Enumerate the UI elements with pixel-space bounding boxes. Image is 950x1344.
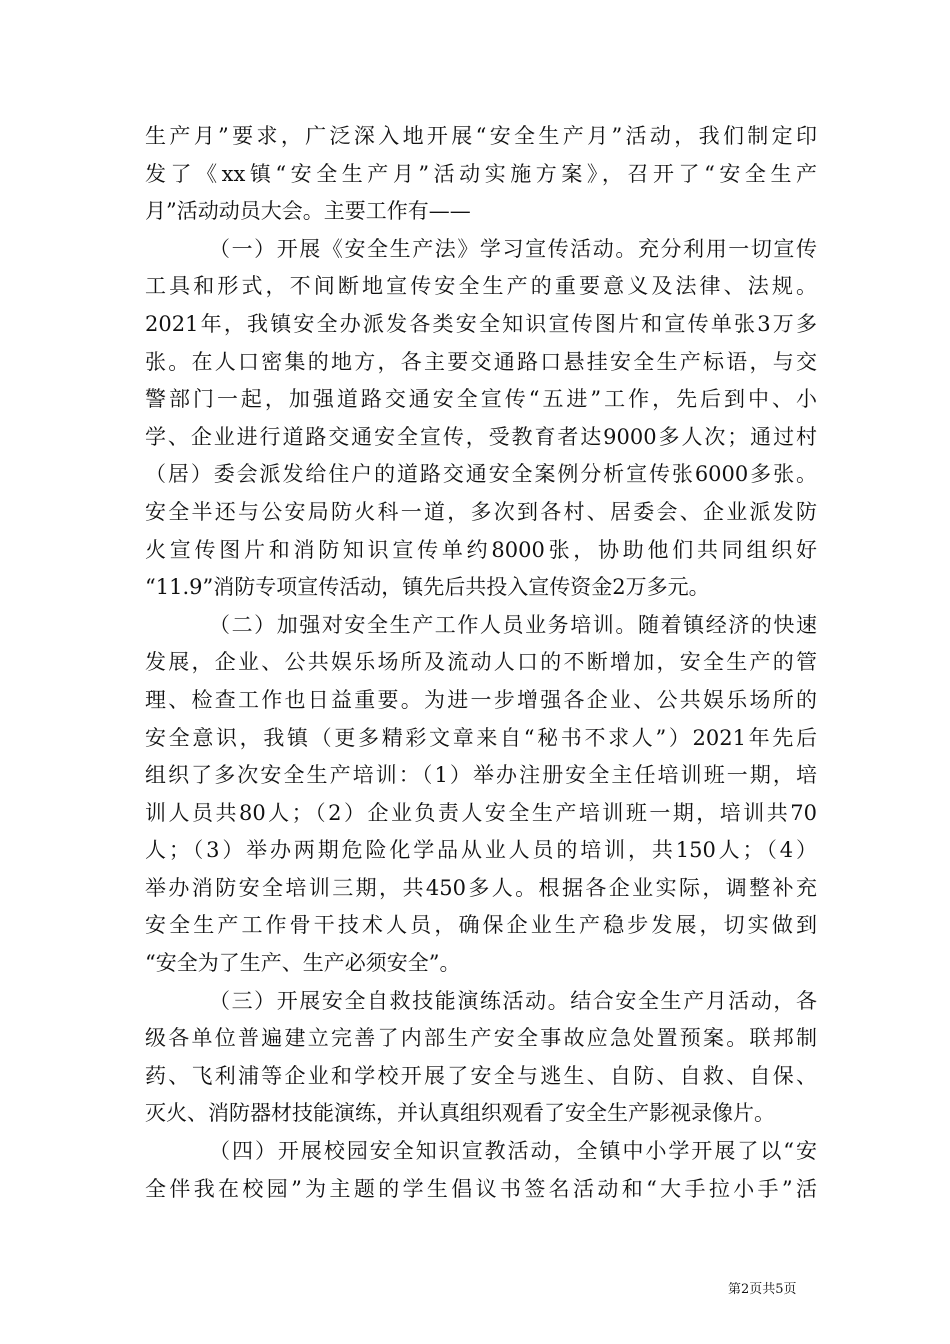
- text-line: 级各单位普遍建立完善了内部生产安全事故应急处置预案。联邦制: [145, 1026, 817, 1051]
- text-line: 生产月”要求，广泛深入地开展“安全生产月”活动，我们制定印: [145, 124, 817, 148]
- text-line: “安全为了生产、生产必须安全”。: [145, 951, 461, 976]
- text-line: （居）委会派发给住户的道路交通安全案例分析宣传张6000多张。: [145, 462, 817, 487]
- text-line: 火宣传图片和消防知识宣传单约8000张，协助他们共同组织好: [145, 537, 817, 562]
- paragraph-campus: [145, 1133, 817, 1208]
- paragraph-training: [145, 607, 817, 983]
- text-line: 灭火、消防器材技能演练，并认真组织观看了安全生产影视录像片。: [145, 1101, 775, 1126]
- text-line: （二）加强对安全生产工作人员业务培训。随着镇经济的快速: [209, 612, 817, 637]
- text-line: 全伴我在校园”为主题的学生倡议书签名活动和“大手拉小手”活: [145, 1176, 817, 1201]
- text-line: 警部门一起，加强道路交通安全宣传“五进”工作，先后到中、小: [145, 387, 817, 412]
- text-line: 训人员共80人；（2）企业负责人安全生产培训班一期，培训共70: [145, 800, 817, 825]
- text-line: （四）开展校园安全知识宣教活动，全镇中小学开展了以“安: [209, 1139, 817, 1164]
- text-line: （三）开展安全自救技能演练活动。结合安全生产月活动，各: [209, 988, 817, 1013]
- text-line: 发展，企业、公共娱乐场所及流动人口的不断增加，安全生产的管: [145, 650, 817, 675]
- text-line: 安全生产工作骨干技术人员，确保企业生产稳步发展，切实做到: [145, 913, 817, 938]
- text-line: 药、飞利浦等企业和学校开展了安全与逃生、自防、自救、自保、: [145, 1063, 817, 1088]
- text-line: 人；（3）举办两期危险化学品从业人员的培训，共150人；（4）: [145, 838, 817, 863]
- text-line: 理、检查工作也日益重要。为进一步增强各企业、公共娱乐场所的: [145, 687, 817, 712]
- text-line: “11.9”消防专项宣传活动，镇先后共投入宣传资金2万多元。: [145, 575, 710, 600]
- text-line: 组织了多次安全生产培训：（1）举办注册安全主任培训班一期，培: [145, 763, 817, 788]
- text-line: 月”活动动员大会。主要工作有——: [145, 199, 471, 224]
- text-line: 发了《xx镇“安全生产月”活动实施方案》，召开了“安全生产: [145, 161, 817, 186]
- text-line: 学、企业进行道路交通安全宣传，受教育者达9000多人次；通过村: [145, 424, 817, 449]
- text-line: 举办消防安全培训三期，共450多人。根据各企业实际，调整补充: [145, 875, 817, 900]
- text-line: 工具和形式，不间断地宣传安全生产的重要意义及法律、法规。: [145, 274, 817, 299]
- page-number-footer: 第2页共5页: [728, 1282, 797, 1297]
- text-line: （一）开展《安全生产法》学习宣传活动。充分利用一切宣传: [209, 236, 817, 261]
- paragraph-publicity: [145, 231, 817, 607]
- text-line: 安全意识，我镇（更多精彩文章来自“秘书不求人”）2021年先后: [145, 725, 817, 750]
- paragraph-continuation: [145, 118, 817, 231]
- text-line: 安全半还与公安局防火科一道，多次到各村、居委会、企业派发防: [145, 499, 817, 524]
- text-line: 张。在人口密集的地方，各主要交通路口悬挂安全生产标语，与交: [145, 349, 817, 374]
- text-line: 2021年，我镇安全办派发各类安全知识宣传图片和宣传单张3万多: [145, 311, 817, 336]
- paragraph-drills: [145, 983, 817, 1133]
- document-body: [145, 118, 817, 1208]
